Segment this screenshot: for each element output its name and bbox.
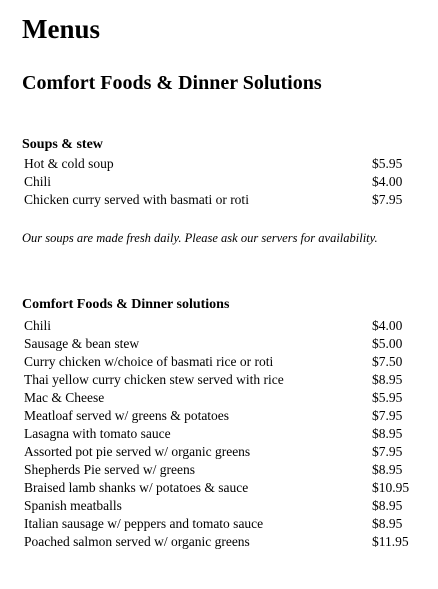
item-price: $8.95 xyxy=(372,462,403,477)
item-name: Lasagna with tomato sauce xyxy=(24,426,171,441)
menu-item xyxy=(22,443,412,461)
item-price: $4.00 xyxy=(372,174,403,189)
item-price: $10.95 xyxy=(372,480,410,495)
soups-list xyxy=(22,155,412,209)
item-price: $8.95 xyxy=(372,426,403,441)
item-name: Thai yellow curry chicken stew served with rice xyxy=(24,372,284,387)
menu-item xyxy=(22,155,412,173)
item-price: $8.95 xyxy=(372,372,403,387)
item-price: $7.95 xyxy=(372,444,403,459)
item-name: Mac & Cheese xyxy=(24,390,105,405)
item-name: Spanish meatballs xyxy=(24,498,122,513)
item-name: Chicken curry served with basmati or roti xyxy=(24,192,249,207)
item-price: $8.95 xyxy=(372,516,403,531)
item-name: Hot & cold soup xyxy=(24,156,114,171)
menu-item xyxy=(22,407,412,425)
menu-item xyxy=(22,425,412,443)
soups-heading: Soups & stew xyxy=(22,137,103,152)
menu-item xyxy=(22,533,412,551)
menu-item xyxy=(22,353,412,371)
page-title: Menus xyxy=(22,14,101,44)
item-price: $5.95 xyxy=(372,156,403,171)
item-name: Sausage & bean stew xyxy=(24,336,140,351)
menu-item xyxy=(22,317,412,335)
menu-item xyxy=(22,497,412,515)
soups-note: Our soups are made fresh daily. Please ask our servers for availability. xyxy=(22,231,378,245)
item-price: $5.95 xyxy=(372,390,403,405)
item-price: $7.95 xyxy=(372,408,403,423)
comfort-list xyxy=(22,317,412,551)
item-name: Braised lamb shanks w/ potatoes & sauce xyxy=(24,480,249,495)
item-name: Poached salmon served w/ organic greens xyxy=(24,534,250,549)
menu-item xyxy=(22,515,412,533)
item-price: $4.00 xyxy=(372,318,403,333)
item-name: Chili xyxy=(24,318,52,333)
menu-item xyxy=(22,479,412,497)
item-price: $5.00 xyxy=(372,336,403,351)
item-name: Italian sausage w/ peppers and tomato sauce xyxy=(24,516,264,531)
menu-item xyxy=(22,173,412,191)
item-name: Chili xyxy=(24,174,52,189)
item-name: Assorted pot pie served w/ organic greens xyxy=(24,444,251,459)
item-name: Meatloaf served w/ greens & potatoes xyxy=(24,408,230,423)
item-price: $11.95 xyxy=(372,534,409,549)
menu-item xyxy=(22,191,412,209)
menu-item xyxy=(22,461,412,479)
item-price: $8.95 xyxy=(372,498,403,513)
comfort-heading: Comfort Foods & Dinner solutions xyxy=(22,297,230,312)
menu-item xyxy=(22,371,412,389)
menu-item xyxy=(22,389,412,407)
menu-item xyxy=(22,335,412,353)
item-price: $7.95 xyxy=(372,192,403,207)
item-name: Curry chicken w/choice of basmati rice or roti xyxy=(24,354,274,369)
page-subtitle: Comfort Foods & Dinner Solutions xyxy=(22,72,322,94)
item-price: $7.50 xyxy=(372,354,403,369)
item-name: Shepherds Pie served w/ greens xyxy=(24,462,195,477)
